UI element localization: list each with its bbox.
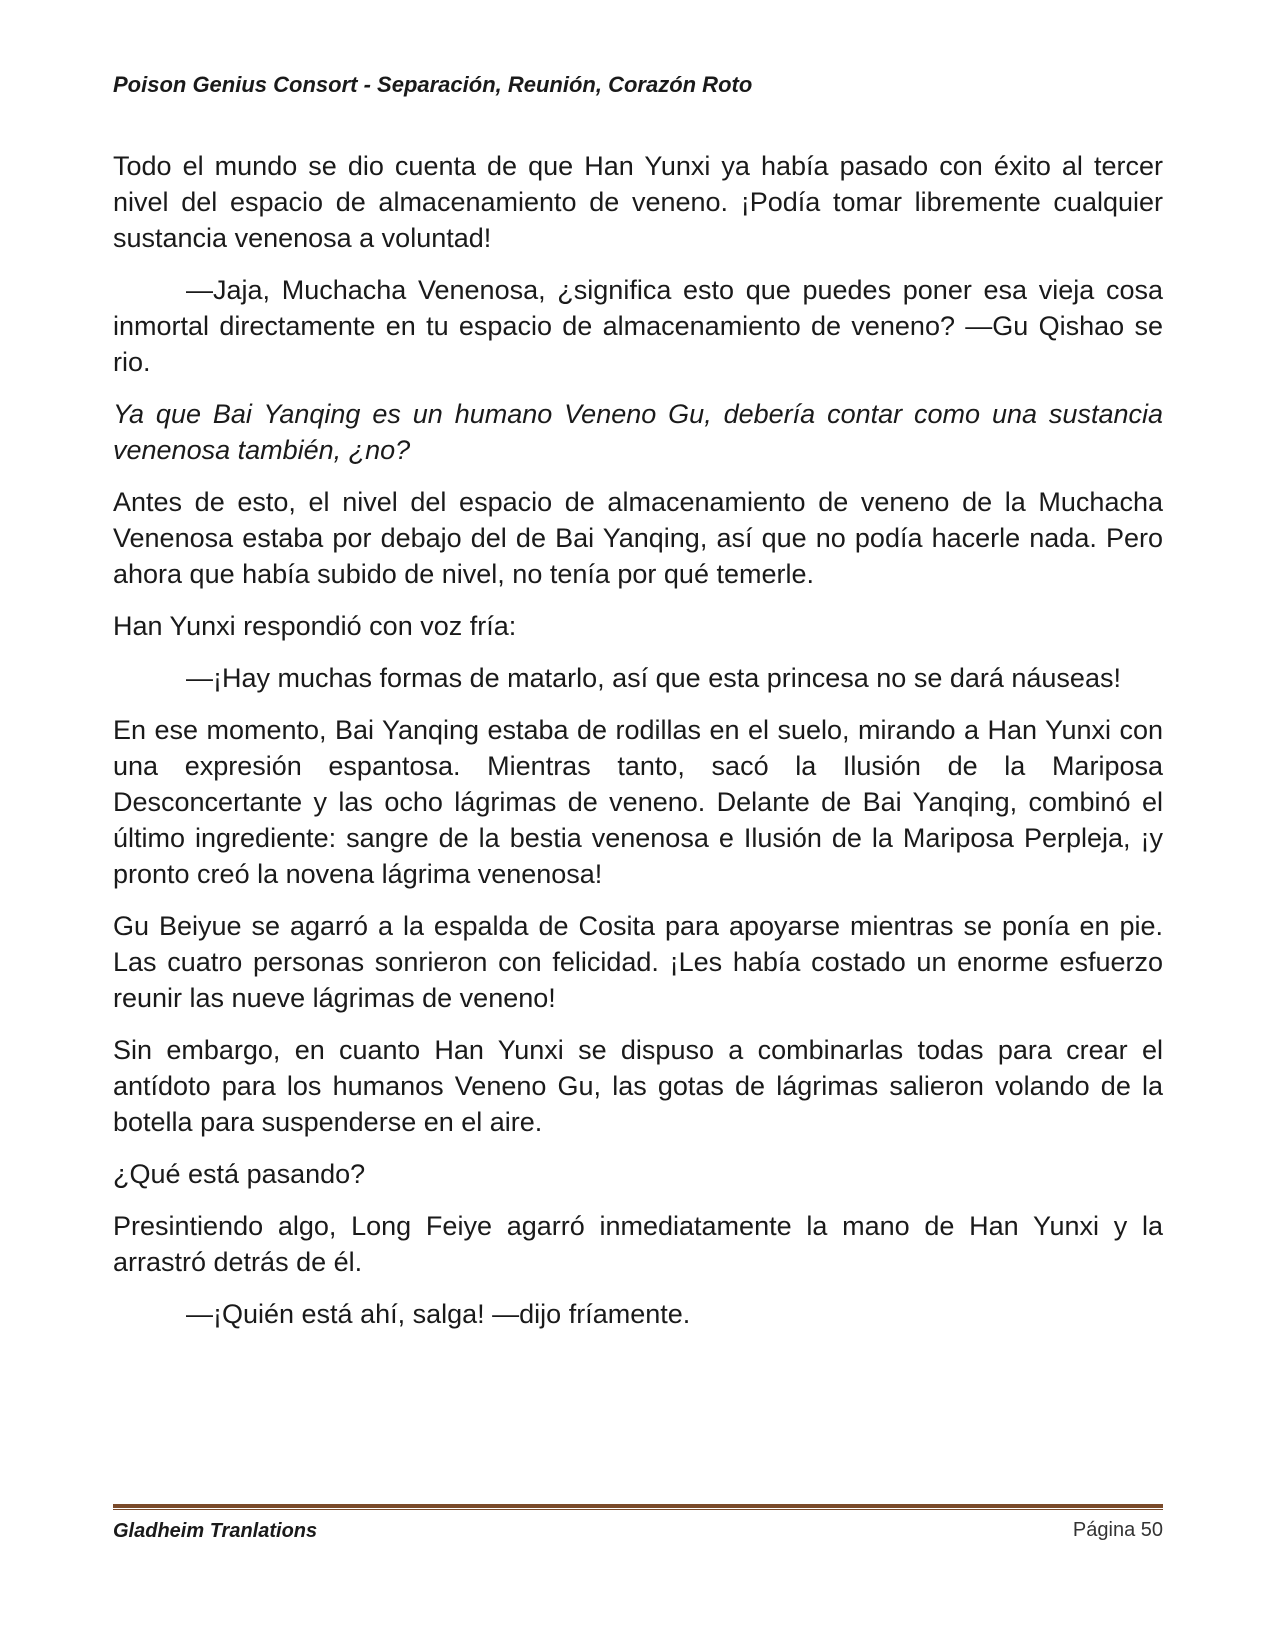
dialogue-paragraph: —¡Quién está ahí, salga! —dijo fríamente. [186, 1299, 691, 1329]
dialogue-paragraph: —Jaja, Muchacha Venenosa, ¿significa esto que puedes poner esa vieja cosa inmortal directamente en tu espacio de almacenamiento de veneno? —Gu Qishao se rio. [113, 275, 1163, 377]
footer-divider [113, 1504, 1163, 1510]
paragraph: Presintiendo algo, Long Feiye agarró inmediatamente la mano de Han Yunxi y la arrastró detrás de él. [113, 1211, 1163, 1277]
book-title: Poison Genius Consort [113, 72, 358, 97]
thought-paragraph: Ya que Bai Yanqing es un humano Veneno Gu, debería contar como una sustancia venenosa también, ¿no? [113, 399, 1163, 465]
paragraph: Sin embargo, en cuanto Han Yunxi se dispuso a combinarlas todas para crear el antídoto para los humanos Veneno Gu, las gotas de lágrimas salieron volando de la botella para suspenderse en el aire. [113, 1035, 1163, 1137]
paragraph: ¿Qué está pasando? [113, 1159, 366, 1189]
paragraph: Han Yunxi respondió con voz fría: [113, 611, 517, 641]
paragraph: En ese momento, Bai Yanqing estaba de rodillas en el suelo, mirando a Han Yunxi con una expresión espantosa. Mientras tanto, sacó la Ilusión de la Mariposa Desconcertante y las ocho lágrimas de veneno. Delante de Bai Yanqing, combinó el último ingrediente: sangre de la bestia venenosa e Ilusión de la Mariposa Perpleja, ¡y pronto creó la novena lágrima venenosa! [113, 715, 1163, 889]
publisher-name: Gladheim Tranlations [113, 1520, 318, 1542]
paragraph: Todo el mundo se dio cuenta de que Han Yunxi ya había pasado con éxito al tercer nivel del espacio de almacenamiento de veneno. ¡Podía tomar libremente cualquier sustancia venenosa a voluntad! [113, 151, 1163, 253]
paragraph: Antes de esto, el nivel del espacio de almacenamiento de veneno de la Muchacha Venenosa estaba por debajo del de Bai Yanqing, así que no podía hacerle nada. Pero ahora que había subido de nivel, no tenía por qué temerle. [113, 487, 1163, 589]
header-separator: - [357, 72, 378, 97]
running-header [113, 72, 752, 98]
paragraph: Gu Beiyue se agarró a la espalda de Cosita para apoyarse mientras se ponía en pie. Las cuatro personas sonrieron con felicidad. ¡Les había costado un enorme esfuerzo reunir las nueve lágrimas de veneno! [113, 911, 1163, 1013]
chapter-title: Separación, Reunión, Corazón Roto [377, 72, 753, 97]
dialogue-paragraph: —¡Hay muchas formas de matarlo, así que esta princesa no se dará náuseas! [186, 663, 1121, 693]
page-body [113, 148, 1163, 1348]
page-number: Página 50 [1072, 1519, 1163, 1541]
